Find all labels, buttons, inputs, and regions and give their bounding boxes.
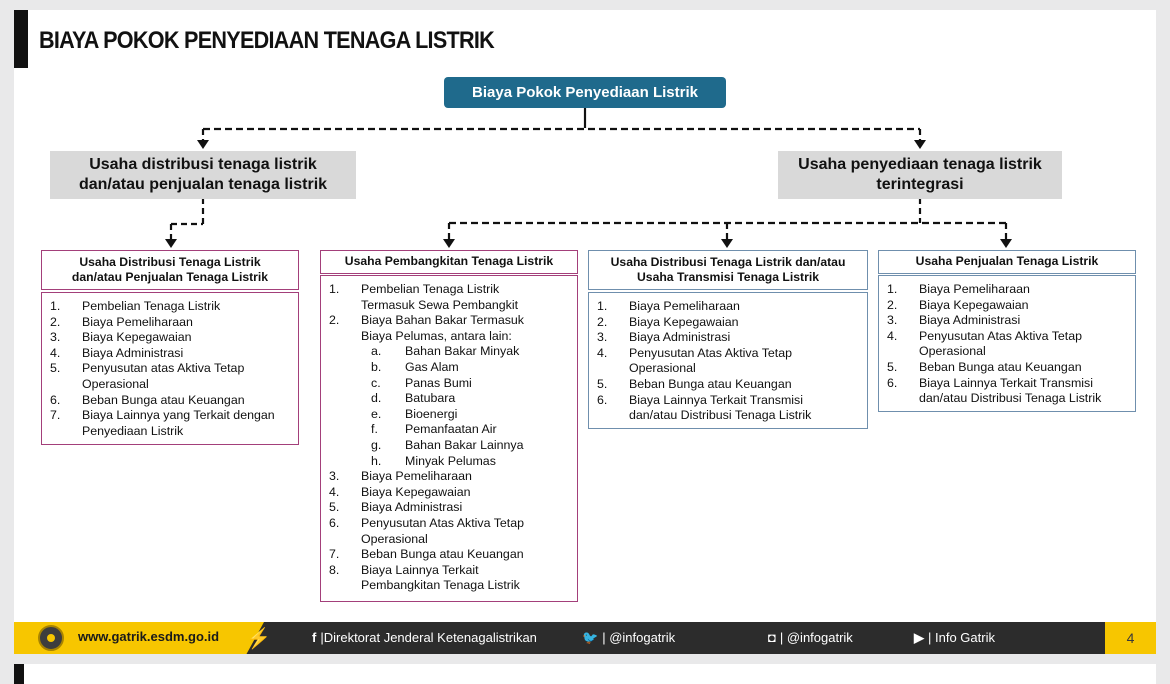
sub-list-item: c. Panas Bumi [371, 375, 472, 390]
list-item: 5. Biaya Administrasi [329, 500, 463, 515]
instagram-link[interactable]: ◘ | @infogatrik [768, 630, 853, 645]
list-item: 4. Biaya Kepegawaian [329, 484, 471, 499]
sub-list-item: f. Pemanfaatan Air [371, 422, 497, 437]
list-item: 2. Biaya Bahan Bakar Termasuk Biaya Pelumas, antara lain: [329, 313, 525, 343]
list-item: 2. Biaya Kepegawaian [887, 297, 1029, 312]
list-item: 2. Biaya Pemeliharaan [50, 314, 193, 329]
list-item: 1. Biaya Pemeliharaan [887, 282, 1030, 296]
list-item: 6. Biaya Lainnya Terkait Transmisi dan/atau Distribusi Tenaga Listrik [887, 375, 1102, 406]
list-item: 5. Beban Bunga atau Keuangan [597, 376, 792, 391]
list-item: 6. Beban Bunga atau Keuangan [50, 392, 245, 407]
next-slide-accent [14, 664, 24, 684]
youtube-icon: ▶ [914, 630, 924, 645]
list-item: 4. Penyusutan Atas Aktiva Tetap Operasional [597, 345, 793, 376]
heading-sales [878, 250, 1136, 274]
logo-emblem-icon [38, 625, 64, 651]
list-generation [320, 275, 578, 602]
instagram-label: @infogatrik [786, 630, 853, 645]
list-item: 3. Biaya Pemeliharaan [329, 469, 472, 484]
heading-line: Usaha Distribusi Tenaga Listrik dan/atau [610, 254, 846, 269]
heading-distribution-transmission [588, 250, 868, 290]
list-item: 5. Penyusutan atas Aktiva Tetap Operasional [50, 361, 245, 391]
lightning-icon: ⚡ [246, 628, 271, 650]
list-item: 2. Biaya Kepegawaian [597, 314, 739, 329]
next-slide-edge [14, 664, 1156, 684]
heading-line: Usaha Pembangkitan Tenaga Listrik [344, 254, 554, 269]
list-item: 8. Biaya Lainnya Terkait Pembangkitan Tenaga Listrik [329, 562, 520, 593]
sub-list-item: a. Bahan Bakar Minyak [371, 344, 520, 359]
youtube-link[interactable]: ▶ | Info Gatrik [914, 630, 995, 645]
instagram-icon: ◘ [768, 630, 776, 645]
twitter-icon: 🐦 [582, 630, 599, 645]
list-item: 7. Biaya Lainnya yang Terkait dengan Penyediaan Listrik [50, 408, 275, 438]
branch-label-line: Usaha penyediaan tenaga listrik [798, 156, 1042, 173]
list-sales [878, 275, 1136, 412]
list-item: 4. Biaya Administrasi [50, 345, 184, 360]
list-distribution-transmission [588, 292, 868, 429]
slide [14, 10, 1156, 654]
youtube-label: Info Gatrik [935, 630, 995, 645]
list-item: 4. Penyusutan Atas Aktiva Tetap Operasional [887, 328, 1083, 359]
heading-line: Usaha Distribusi Tenaga Listrik [79, 254, 261, 269]
facebook-link[interactable]: f |Direktorat Jenderal Ketenagalistrikan [312, 630, 537, 645]
heading-line: dan/atau Penjualan Tenaga Listrik [71, 270, 269, 284]
heading-distribution-sales [41, 250, 299, 290]
sub-list-item: d. Batubara [371, 391, 456, 406]
list-item: 3. Biaya Kepegawaian [50, 330, 192, 345]
sub-list-item: h. Minyak Pelumas [371, 453, 496, 468]
branch-distribution-sales [50, 151, 356, 199]
footer-bar [14, 622, 1156, 654]
slide-title: BIAYA POKOK PENYEDIAAN TENAGA LISTRIK [39, 27, 495, 54]
list-item: 6. Penyusutan Atas Aktiva Tetap Operasional [329, 515, 525, 546]
list-item: 6. Biaya Lainnya Terkait Transmisi dan/atau Distribusi Tenaga Listrik [597, 392, 812, 423]
heading-line: Usaha Transmisi Tenaga Listrik [637, 270, 819, 284]
facebook-label: Direktorat Jenderal Ketenagalistrikan [323, 630, 537, 645]
branch-integrated [778, 151, 1062, 199]
list-item: 1. Pembelian Tenaga Listrik Termasuk Sewa Pembangkit [329, 282, 519, 312]
list-item: 3. Biaya Administrasi [597, 330, 731, 345]
list-item: 3. Biaya Administrasi [887, 313, 1021, 328]
page-number: 4 [1105, 622, 1156, 654]
list-distribution-sales [41, 292, 299, 445]
branch-label-line: dan/atau penjualan tenaga listrik [78, 176, 328, 193]
root-node: Biaya Pokok Penyediaan Listrik [444, 77, 726, 108]
sub-list-item: b. Gas Alam [371, 359, 459, 374]
heading-line: Usaha Penjualan Tenaga Listrik [915, 254, 1099, 269]
list-item: 1. Pembelian Tenaga Listrik [50, 299, 221, 313]
list-item: 1. Biaya Pemeliharaan [597, 299, 740, 313]
website-link[interactable]: www.gatrik.esdm.go.id [78, 629, 220, 644]
heading-generation [320, 250, 578, 274]
facebook-icon: f [312, 630, 317, 645]
sub-list-item: g. Bahan Bakar Lainnya [371, 437, 524, 452]
twitter-link[interactable]: 🐦 | @infogatrik [582, 630, 676, 645]
sub-list-item: e. Bioenergi [371, 406, 458, 421]
branch-label-line: terintegrasi [876, 176, 964, 193]
list-item: 5. Beban Bunga atau Keuangan [887, 359, 1082, 374]
branch-label-line: Usaha distribusi tenaga listrik [89, 156, 317, 173]
list-item: 7. Beban Bunga atau Keuangan [329, 547, 524, 562]
twitter-label: @infogatrik [609, 630, 676, 645]
